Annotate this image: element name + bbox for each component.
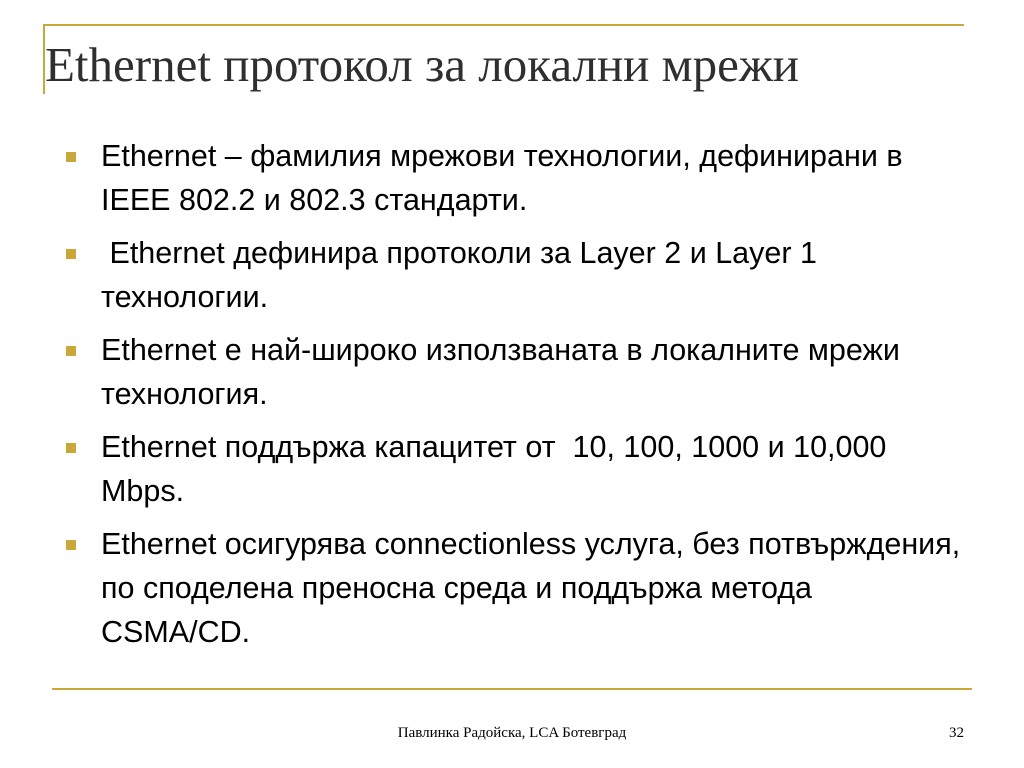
square-bullet-icon — [66, 443, 76, 453]
square-bullet-icon — [66, 152, 76, 162]
square-bullet-icon — [66, 249, 76, 259]
bullet-item — [66, 134, 966, 222]
bullet-text: Ethernet – фамилия мрежови технологии, дефинирани в IEEE 802.2 и 802.3 стандарти. — [101, 139, 912, 217]
bullet-list — [66, 134, 969, 663]
page-number: 32 — [949, 725, 964, 741]
bullet-item — [66, 231, 966, 319]
bullet-text: Ethernet осигурява connectionless услуга, без потвърждения, по споделена преносна среда и поддържа метода CSMA/CD. — [101, 527, 969, 649]
square-bullet-icon — [66, 346, 76, 356]
bullet-item — [66, 425, 966, 513]
footer-divider — [52, 688, 972, 690]
bullet-text: Ethernet е най-широко използваната в локалните мрежи технология. — [101, 333, 909, 411]
square-bullet-icon — [66, 540, 76, 550]
title-frame-top-line — [43, 24, 964, 26]
slide-title: Ethernet протокол за локални мрежи — [45, 37, 799, 92]
bullet-item — [66, 328, 966, 416]
bullet-text: Ethernet дефинира протоколи за Layer 2 и Layer 1 технологии. — [101, 236, 826, 314]
bullet-item — [66, 522, 969, 654]
bullet-text: Ethernet поддържа капацитет от 10, 100, 1000 и 10,000 Mbps. — [101, 430, 895, 508]
footer-author: Павлинка Радойска, LCA Ботевград — [397, 725, 627, 741]
